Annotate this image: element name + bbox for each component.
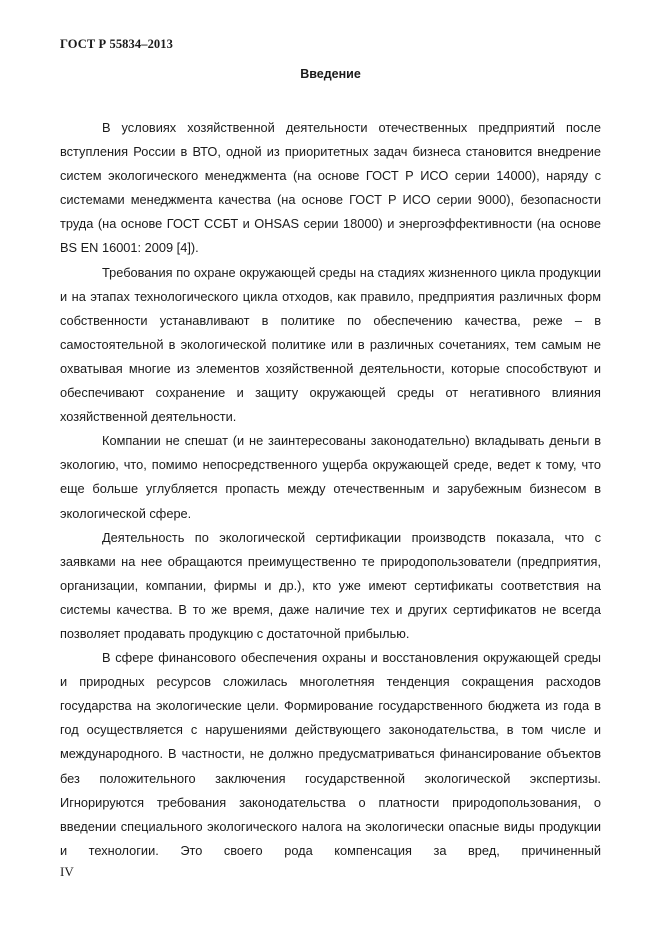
document-header: ГОСТ Р 55834–2013 bbox=[60, 37, 173, 51]
document-body bbox=[60, 116, 601, 863]
paragraph-3: Компании не спешат (и не заинтересованы законодательно) вкладывать деньги в экологию, что, помимо непосредственного ущерба окружающей среде, ведет к тому, что еще больше углубляется пропасть между отечественным и зарубежным бизнесом в экологической сфере. bbox=[60, 433, 601, 521]
paragraph-5: В сфере финансового обеспечения охраны и восстановления окружающей среды и природных ресурсов сложилась многолетняя тенденция сокращения расходов государства на экологические цели. Формирование государственного бюджета из года в год осуществляется с нарушениями действующего законодательства, в том числе и международного. В частности, не должно предусматриваться финансирование объектов без положительного заключения государственной экологической экспертизы. Игнорируются требования законодательства о платности природопользования, о введении специального экологического налога на экологически опасные виды продукции и технологии. Это своего рода компенсация за вред, причиненный bbox=[60, 650, 601, 858]
section-title: Введение bbox=[300, 67, 361, 81]
page-number: IV bbox=[60, 864, 74, 879]
paragraph-4: Деятельность по экологической сертификации производств показала, что с заявками на нее обращаются преимущественно те природопользователи (предприятия, организации, компании, фирмы и др.), кто уже имеют сертификаты соответствия на системы качества. В то же время, даже наличие тех и других сертификатов не всегда позволяет продавать продукцию с достаточной прибылью. bbox=[60, 529, 601, 641]
paragraph-2: Требования по охране окружающей среды на стадиях жизненного цикла продукции и на этапах технологического цикла отходов, как правило, предприятия различных форм собственности устанавливают в политике по обеспечению качества, реже – в самостоятельной в экологической политике или в различных сочетаниях, тем самым не охватывая многие из элементов хозяйственной деятельности, которые способствуют и обеспечивают сохранение и защиту окружающей среды от негативного влияния хозяйственной деятельности. bbox=[60, 264, 601, 425]
paragraph-1: В условиях хозяйственной деятельности отечественных предприятий после вступления России в ВТО, одной из приоритетных задач бизнеса становится внедрение систем экологического менеджмента (на основе ГОСТ Р ИСО серии 14000), наряду с системами менеджмента качества (на основе ГОСТ Р ИСО серии 9000), безопасности труда (на основе ГОСТ ССБТ и OHSAS серии 18000) и энергоэффективности (на основе BS EN 16001: 2009 [4]). bbox=[60, 120, 601, 256]
